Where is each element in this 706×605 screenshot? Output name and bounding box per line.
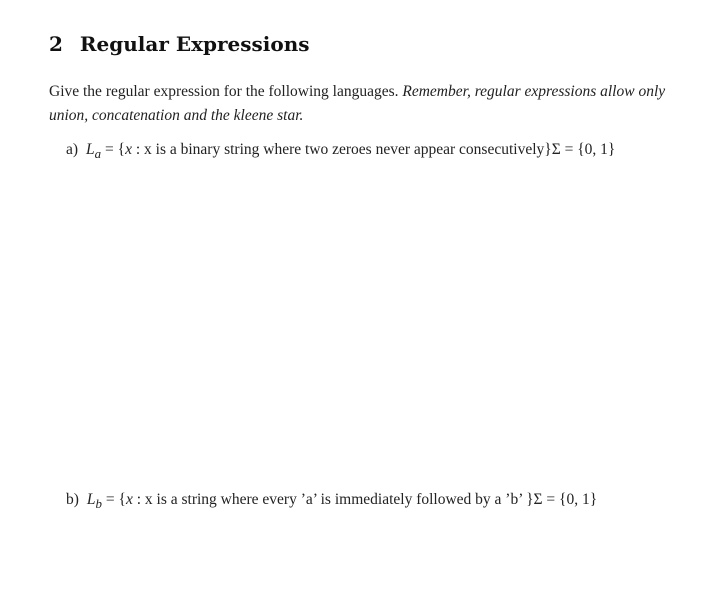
- section-title: Regular Expressions: [79, 32, 310, 56]
- answer-space-a[interactable]: [49, 170, 679, 470]
- answer-space-b[interactable]: [49, 520, 679, 590]
- section-heading: [49, 32, 310, 56]
- set-variable: x: [125, 141, 132, 158]
- question-label: a): [66, 141, 79, 158]
- question-a: [66, 141, 615, 162]
- section-number: 2: [49, 32, 63, 56]
- question-label: b): [66, 491, 79, 508]
- set-variable: x: [125, 491, 133, 508]
- set-open: = {: [101, 141, 126, 158]
- alphabet-definition: Σ = {0, 1}: [533, 491, 598, 508]
- language-description: : x is a string where every ’a’ is immediately followed by a ’b’ }: [132, 491, 534, 508]
- language-symbol: L: [86, 141, 95, 158]
- set-open: = {: [102, 491, 126, 508]
- language-description: : x is a binary string where two zeroes never appear consecutively}: [131, 141, 552, 158]
- instructions-text: Give the regular expression for the following languages.: [49, 83, 399, 100]
- language-subscript: a: [94, 146, 102, 162]
- instructions-paragraph: [49, 80, 679, 128]
- question-b: [66, 491, 597, 512]
- language-symbol: L: [86, 491, 96, 508]
- language-subscript: b: [95, 496, 102, 512]
- alphabet-definition: Σ = {0, 1}: [551, 141, 616, 158]
- instructions-emphasis: Remember, regular expressions allow only union, concatenation and the kleene star.: [49, 83, 666, 124]
